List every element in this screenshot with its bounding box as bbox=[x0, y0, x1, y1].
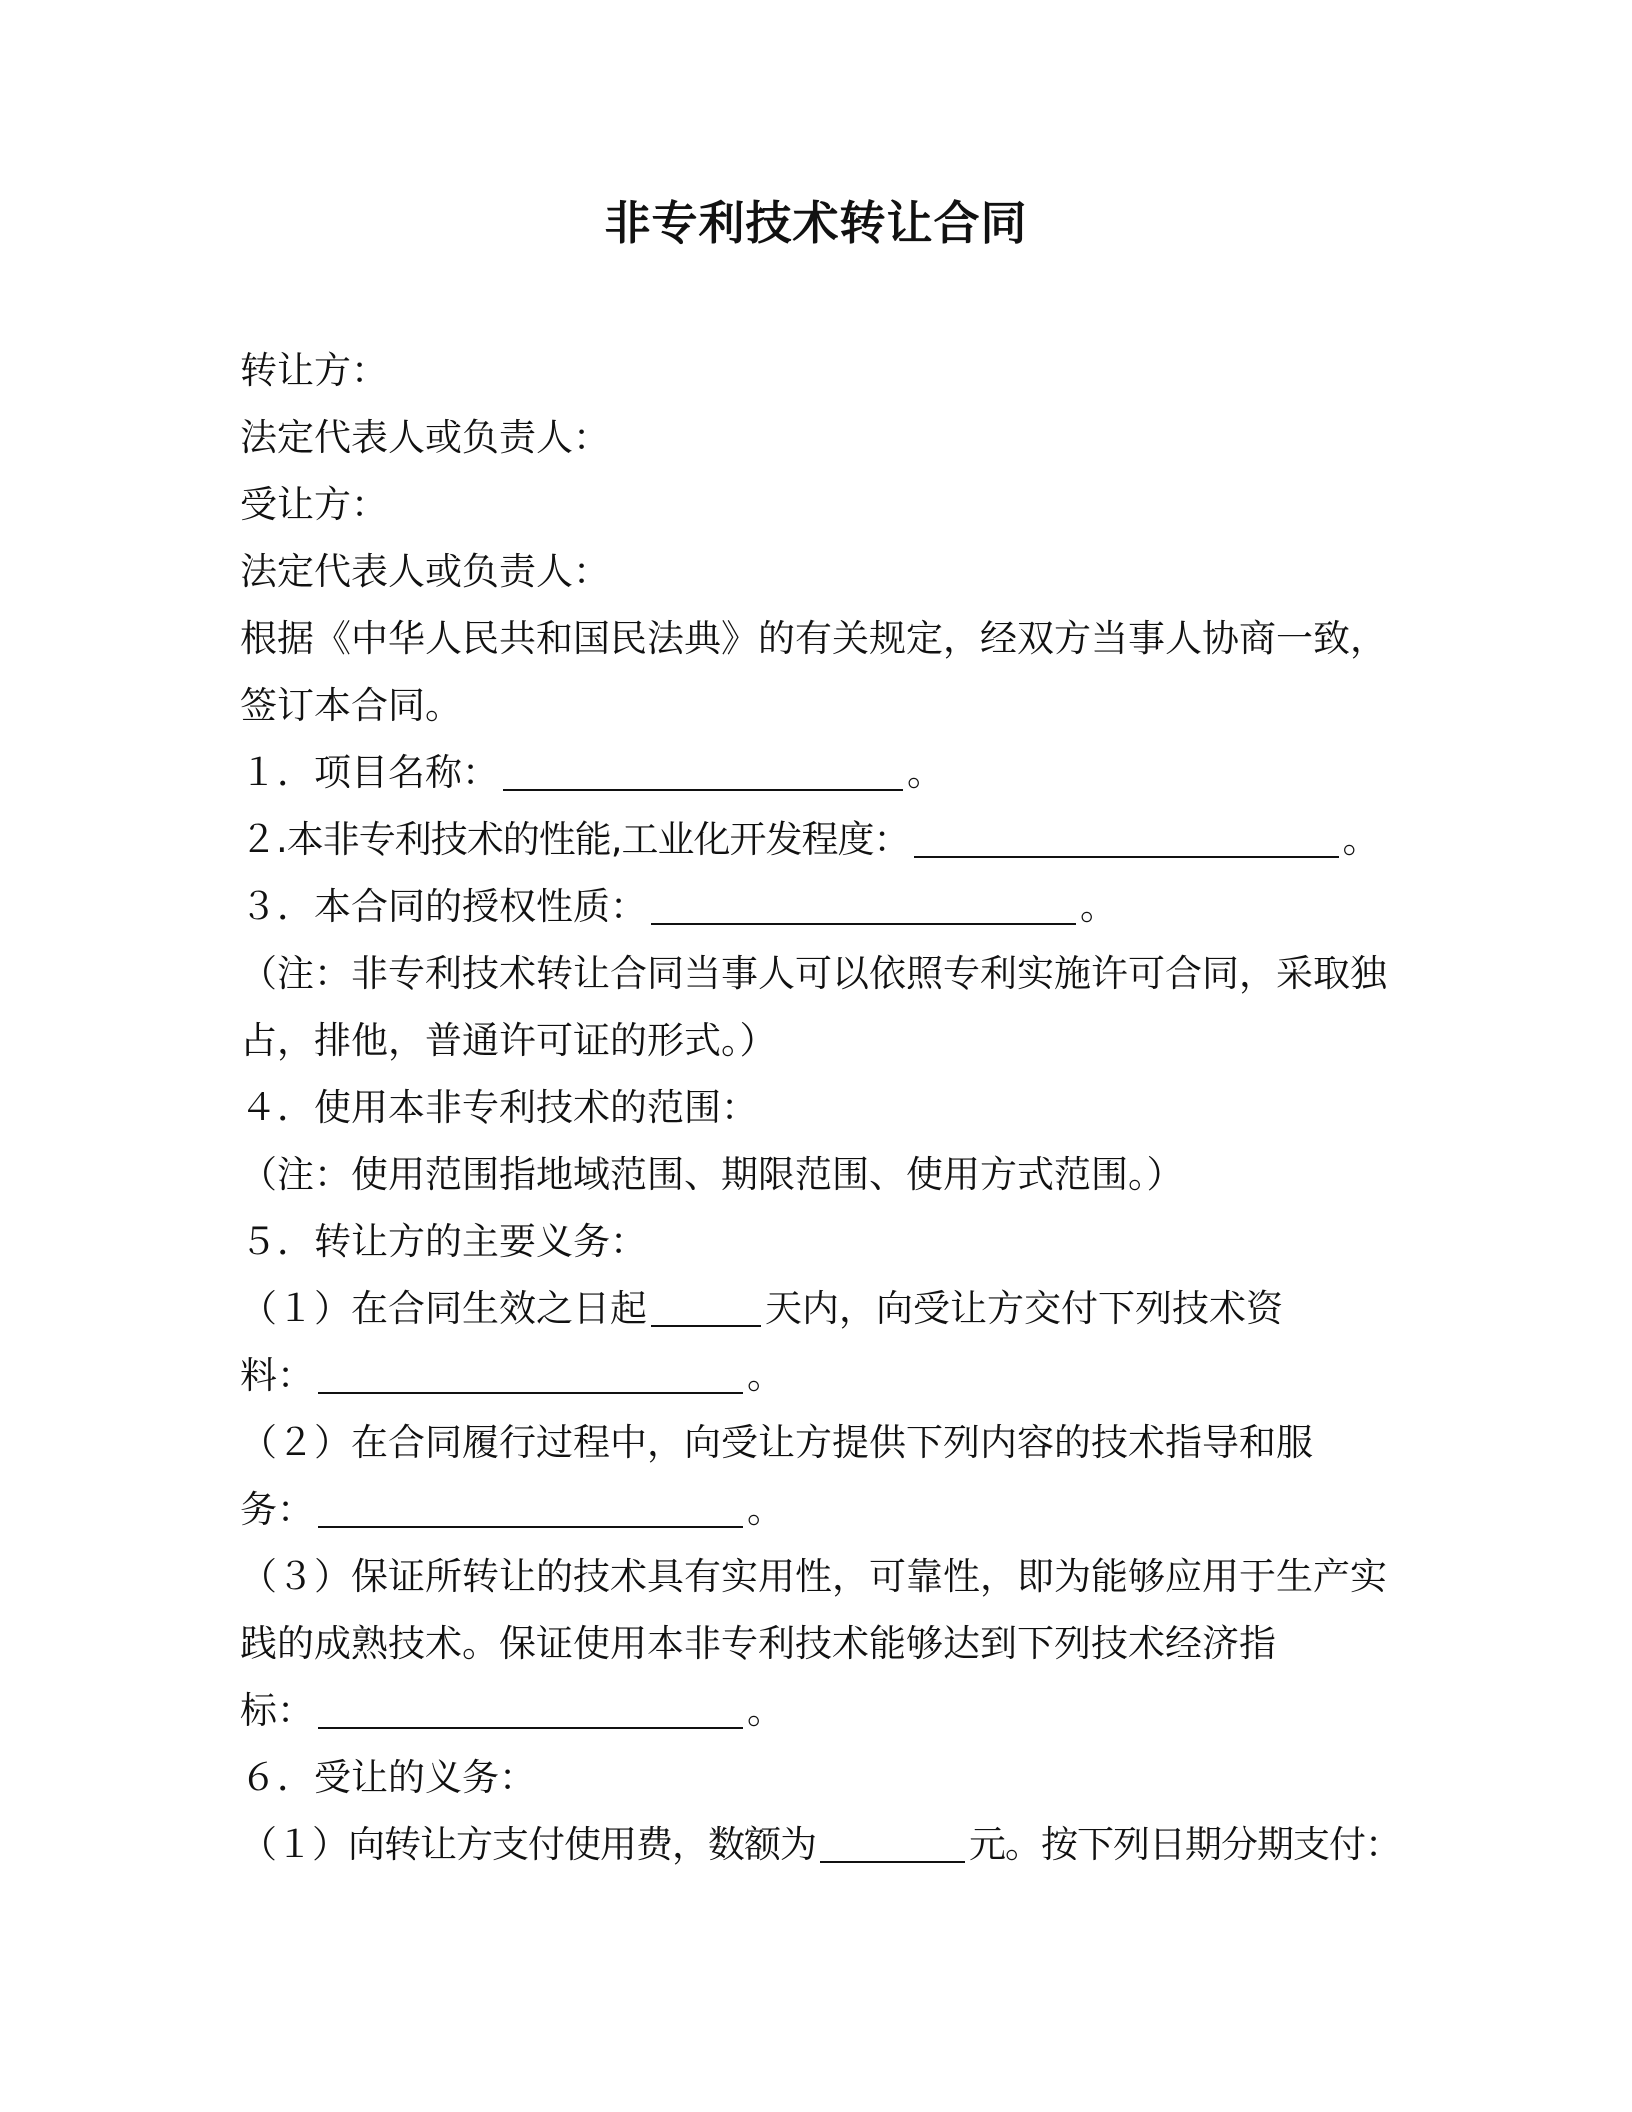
item-3-label: ３．本合同的授权性质： bbox=[240, 885, 647, 928]
note-4: （注：使用范围指地域范围、期限范围、使用方式范围。） bbox=[240, 1153, 1184, 1196]
item-1-project-name bbox=[240, 739, 1400, 806]
note-3-line-1: （注：非专利技术转让合同当事人可以依照专利实施许可合同，采取独 bbox=[240, 952, 1387, 995]
indicators-blank bbox=[318, 1687, 743, 1729]
item-3-authorization bbox=[240, 873, 1400, 940]
item-3-period: 。 bbox=[1080, 885, 1117, 928]
services-blank bbox=[318, 1486, 743, 1528]
item-5-1-label: （１）在合同生效之日起 bbox=[240, 1287, 647, 1330]
item-5-2-services bbox=[240, 1476, 1400, 1543]
transferee-representative-line: 法定代表人或负责人： bbox=[240, 550, 610, 593]
document-title: 非专利技术转让合同 bbox=[604, 196, 1028, 250]
legal-basis-line-2: 签订本合同。 bbox=[240, 684, 462, 727]
item-5-obligations: ５．转让方的主要义务： bbox=[240, 1220, 647, 1263]
item-6-obligations: ６．受让的义务： bbox=[240, 1756, 536, 1799]
item-4-scope: ４．使用本非专利技术的范围： bbox=[240, 1086, 758, 1129]
item-5-3-line-1: （３）保证所转让的技术具有实用性，可靠性，即为能够应用于生产实 bbox=[240, 1555, 1387, 1598]
authorization-blank bbox=[651, 883, 1076, 925]
performance-blank bbox=[914, 816, 1339, 858]
item-5-1-delivery bbox=[240, 1275, 1400, 1342]
item-5-2-period: 。 bbox=[747, 1488, 784, 1531]
contract-body bbox=[240, 337, 1400, 1878]
item-5-3-line-2: 践的成熟技术。保证使用本非专利技术能够达到下列技术经济指 bbox=[240, 1622, 1276, 1665]
materials-blank bbox=[318, 1352, 743, 1394]
item-2-label: ２.本非专利技术的性能,工业化开发程度： bbox=[240, 818, 910, 861]
item-1-label: １．项目名称： bbox=[240, 751, 499, 794]
item-5-3-period: 。 bbox=[747, 1689, 784, 1732]
legal-basis-line-1: 根据《中华人民共和国民法典》的有关规定，经双方当事人协商一致， bbox=[240, 617, 1387, 660]
item-5-1-text: 天内，向受让方交付下列技术资 bbox=[765, 1287, 1283, 1330]
item-5-3-indicators bbox=[240, 1677, 1400, 1744]
transferor-representative-line: 法定代表人或负责人： bbox=[240, 416, 610, 459]
item-5-3-indicators-label: 标： bbox=[240, 1689, 314, 1732]
item-6-1-text: 元。按下列日期分期支付： bbox=[969, 1823, 1401, 1866]
item-5-2-guidance: （２）在合同履行过程中，向受让方提供下列内容的技术指导和服 bbox=[240, 1421, 1313, 1464]
fee-blank bbox=[820, 1821, 965, 1863]
item-6-1-label: （１）向转让方支付使用费，数额为 bbox=[240, 1823, 816, 1866]
item-2-period: 。 bbox=[1342, 818, 1379, 861]
item-5-2-services-label: 务： bbox=[240, 1488, 314, 1531]
project-name-blank bbox=[503, 749, 903, 791]
transferee-line: 受让方： bbox=[240, 483, 388, 526]
item-5-1-materials-label: 料： bbox=[240, 1354, 314, 1397]
days-blank bbox=[651, 1285, 761, 1327]
transferor-line: 转让方： bbox=[240, 349, 388, 392]
item-1-period: 。 bbox=[907, 751, 944, 794]
item-6-1-payment bbox=[240, 1811, 1400, 1878]
item-2-performance bbox=[240, 806, 1400, 873]
item-5-1-materials bbox=[240, 1342, 1400, 1409]
item-5-1-period: 。 bbox=[747, 1354, 784, 1397]
note-3-line-2: 占，排他，普通许可证的形式。） bbox=[240, 1019, 777, 1062]
